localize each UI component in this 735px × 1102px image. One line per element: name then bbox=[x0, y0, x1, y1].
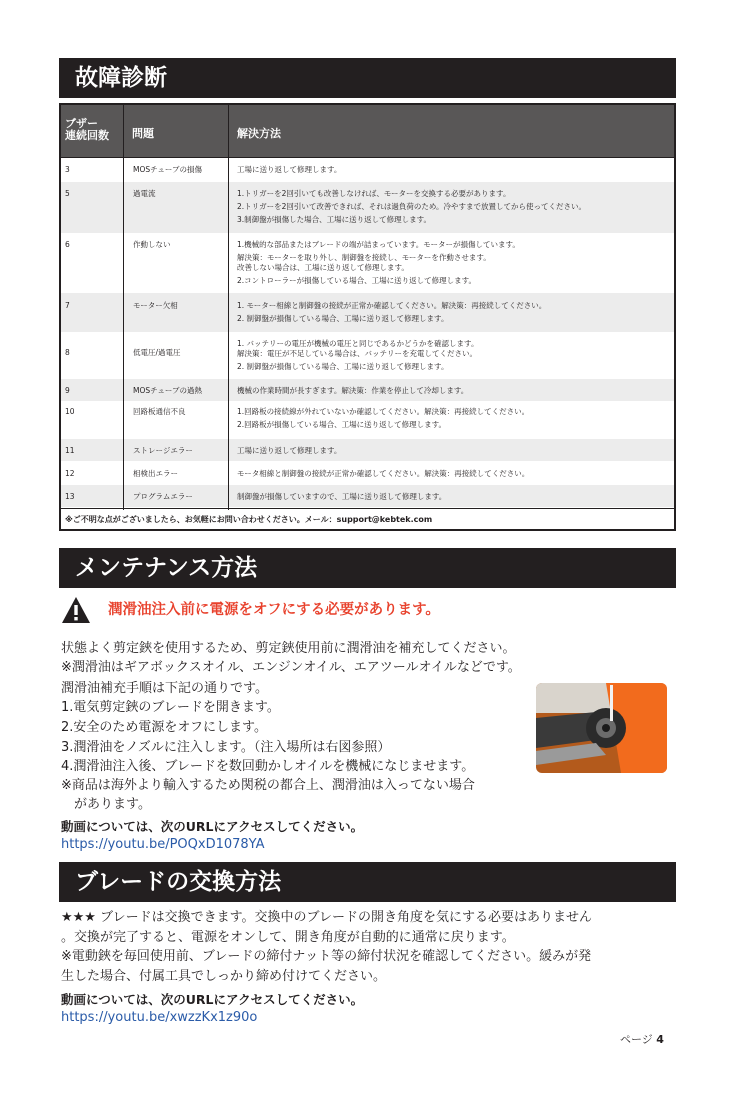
row-solution: 改善しない場合は、工場に送り返して修理します。 bbox=[237, 263, 409, 272]
maintenance-line: 状態よく剪定鋏を使用するため、剪定鋏使用前に潤滑油を補充してください。 bbox=[61, 641, 516, 656]
header-solution bbox=[229, 105, 674, 157]
blade-video-label: 動画については、次のURLにアクセスしてください。 bbox=[61, 992, 364, 1007]
row-solution: 解決策：電圧が不足している場合は、バッテリーを充電してください。 bbox=[237, 349, 477, 358]
row-solution: 2. 制御盤が損傷している場合、工場に送り返して修理します。 bbox=[237, 362, 449, 371]
row-solution: 3.制御盤が損傷した場合、工場に送り返して修理します。 bbox=[237, 215, 432, 224]
header-problem-label: 問題 bbox=[132, 127, 154, 140]
row-solution: 1.トリガーを2回引いても改善しなければ、モーターを交換する必要があります。 bbox=[237, 189, 511, 198]
blade-line: 。交換が完了すると、電源をオンして、開き角度が自動的に通常に戻ります。 bbox=[61, 930, 515, 945]
row-solution: 2.トリガーを2回引いて改善できれば、それは過負荷のため。冷やすまで放置してから使ってください。 bbox=[237, 202, 587, 211]
warning-text: 潤滑油注入前に電源をオフにする必要があります。 bbox=[108, 602, 440, 618]
blade-line: 生した場合、付属工具でしっかり締め付けてください。 bbox=[61, 969, 387, 984]
row-solution: 2.回路板が損傷している場合、工場に送り返して修理します。 bbox=[237, 420, 447, 429]
maintenance-step: 2.安全のため電源をオフにします。 bbox=[61, 720, 267, 735]
row-problem: 過電流 bbox=[133, 189, 156, 198]
header-buzzer-line2: 連続回数 bbox=[65, 129, 109, 142]
row-count: 12 bbox=[65, 469, 75, 478]
row-solution: 工場に送り返して修理します。 bbox=[237, 165, 342, 174]
page-label: ページ bbox=[620, 1033, 653, 1046]
maintenance-step: 3.潤滑油をノズルに注入します。（注入場所は右図参照） bbox=[61, 740, 391, 755]
row-count: 5 bbox=[65, 189, 70, 198]
maintenance-line: ※潤滑油はギアボックスオイル、エンジンオイル、エアツールオイルなどです。 bbox=[61, 660, 521, 675]
row-solution: 機械の作業時間が長すぎます。解決策：作業を停止して冷却します。 bbox=[237, 386, 469, 395]
page-number bbox=[620, 1031, 664, 1047]
page-number-value: 4 bbox=[656, 1033, 664, 1046]
row-solution: 工場に送り返して修理します。 bbox=[237, 446, 342, 455]
row-solution: 1.回路板の接続線が外れていないか確認してください。解決策：再接続してください。 bbox=[237, 407, 530, 416]
contact-note: ※ご不明な点がございましたら、お気軽にお問い合わせください。メール：support@kebtek.com bbox=[65, 515, 433, 524]
row-count: 6 bbox=[65, 240, 70, 249]
maintenance-step: 4.潤滑油注入後、ブレードを数回動かしオイルを機械になじませます。 bbox=[61, 759, 475, 774]
row-problem: モーター欠相 bbox=[133, 301, 178, 310]
row-problem: 低電圧/過電圧 bbox=[133, 348, 181, 357]
row-solution: 2.コントローラーが損傷している場合、工場に送り返して修理します。 bbox=[237, 276, 477, 285]
blade-video-link[interactable]: https://youtu.be/xwzzKx1z90o bbox=[61, 1010, 258, 1025]
row-count: 7 bbox=[65, 301, 70, 310]
maintenance-step: 1.電気剪定鋏のブレードを開きます。 bbox=[61, 700, 280, 715]
row-count: 9 bbox=[65, 386, 70, 395]
maintenance-video-link[interactable]: https://youtu.be/POQxD1078YA bbox=[61, 837, 265, 852]
row-problem: 相検出エラー bbox=[133, 469, 178, 478]
row-problem: MOSチューブの損傷 bbox=[133, 165, 203, 174]
diagnosis-section-header bbox=[59, 58, 676, 98]
row-solution: 1. バッテリーの電圧が機械の電圧と同じであるかどうかを確認します。 bbox=[237, 339, 479, 348]
maintenance-section-header bbox=[59, 548, 676, 588]
diagnosis-table bbox=[59, 103, 676, 531]
maintenance-title: メンテナンス方法 bbox=[75, 555, 258, 581]
blade-section-header bbox=[59, 862, 676, 902]
row-problem: ストレージエラー bbox=[133, 446, 193, 455]
header-buzzer-count bbox=[61, 105, 123, 157]
row-solution: 2. 制御盤が損傷している場合、工場に送り返して修理します。 bbox=[237, 314, 449, 323]
row-solution: 1. モーター相線と制御盤の接続が正常か確認してください。解決策：再接続してください。 bbox=[237, 301, 547, 310]
row-count: 13 bbox=[65, 492, 75, 501]
lubrication-photo bbox=[536, 683, 667, 773]
header-buzzer-line1: ブザー bbox=[65, 117, 98, 130]
diagnosis-title: 故障診断 bbox=[75, 65, 167, 91]
row-problem: 作動しない bbox=[133, 240, 171, 249]
row-solution: モータ相線と制御盤の接続が正常か確認してください。解決策：再接続してください。 bbox=[237, 469, 530, 478]
maintenance-video-label: 動画については、次のURLにアクセスしてください。 bbox=[61, 819, 364, 834]
blade-line: ※電動鋏を毎回使用前、ブレードの締付ナット等の締付状況を確認してください。緩みが発 bbox=[61, 949, 592, 964]
blade-title: ブレードの交換方法 bbox=[75, 869, 282, 895]
row-problem: MOSチューブの過熱 bbox=[133, 386, 203, 395]
maintenance-note: ※商品は海外より輸入するため関税の都合上、潤滑油は入ってない場合 bbox=[61, 778, 475, 793]
warning-icon bbox=[61, 596, 91, 624]
header-problem bbox=[124, 105, 228, 157]
row-solution: 解決策：モーターを取り外し、制御盤を接続し、モーターを作動させます。 bbox=[237, 253, 491, 262]
blade-line: ★★★ ブレードは交換できます。交換中のブレードの開き角度を気にする必要はありません bbox=[61, 910, 593, 925]
maintenance-line: 潤滑油補充手順は下記の通りです。 bbox=[61, 681, 268, 696]
maintenance-note: があります。 bbox=[61, 797, 151, 812]
row-problem: 回路板通信不良 bbox=[133, 407, 186, 416]
row-problem: プログラムエラー bbox=[133, 492, 193, 501]
row-count: 8 bbox=[65, 348, 70, 357]
row-count: 10 bbox=[65, 407, 75, 416]
row-count: 3 bbox=[65, 165, 70, 174]
header-solution-label: 解決方法 bbox=[237, 127, 281, 140]
row-solution: 1.機械的な部品またはブレードの端が詰まっています。モーターが損傷しています。 bbox=[237, 240, 520, 249]
row-solution: 制御盤が損傷していますので、工場に送り返して修理します。 bbox=[237, 492, 447, 501]
row-count: 11 bbox=[65, 446, 75, 455]
